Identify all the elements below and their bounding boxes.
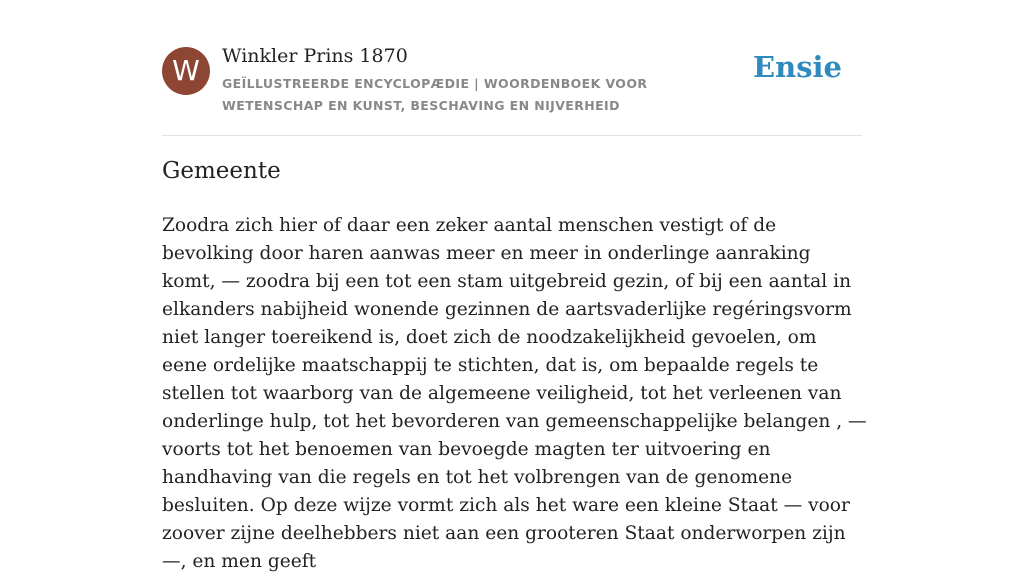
- source-avatar[interactable]: W: [162, 47, 210, 95]
- header-divider: [162, 135, 862, 136]
- source-title[interactable]: Winkler Prins 1870: [222, 45, 408, 67]
- article-body: Zoodra zich hier of daar een zeker aantal menschen vestigt of de bevolking door haren aanwas meer en meer in onderlinge aanraking komt, — zoodra bij een tot een stam uitgebreid gezin, of bij een aantal in elkanders nabijheid wonende gezinnen de aartsvaderlijke regéringsvorm niet langer toereikend is, doet zich de noodzakelijkheid gevoelen, om eene ordelijke maatschappij te stichten, dat is, om bepaalde regels te stellen tot waarborg van de algemeene veiligheid, tot het verleenen van onderlinge hulp, tot het bevorderen van gemeenschappelijke belangen , — voorts tot het benoemen van bevoegde magten ter uitvoering en handhaving van die regels en tot het volbrengen van de genomene besluiten. Op deze wijze vormt zich als het ware een kleine Staat — voor zoover zijne deelhebbers niet aan een grooteren Staat onderworpen zijn —, en men geeft: [162, 215, 867, 572]
- ensie-logo[interactable]: Ensie: [753, 50, 842, 84]
- source-subtitle: GEÏLLUSTREERDE ENCYCLOPÆDIE | WOORDENBOEK VOOR WETENSCHAP EN KUNST, BESCHAVING EN NIJVERHEID: [222, 76, 648, 113]
- source-header: [162, 44, 862, 124]
- article-title: Gemeente: [162, 158, 281, 184]
